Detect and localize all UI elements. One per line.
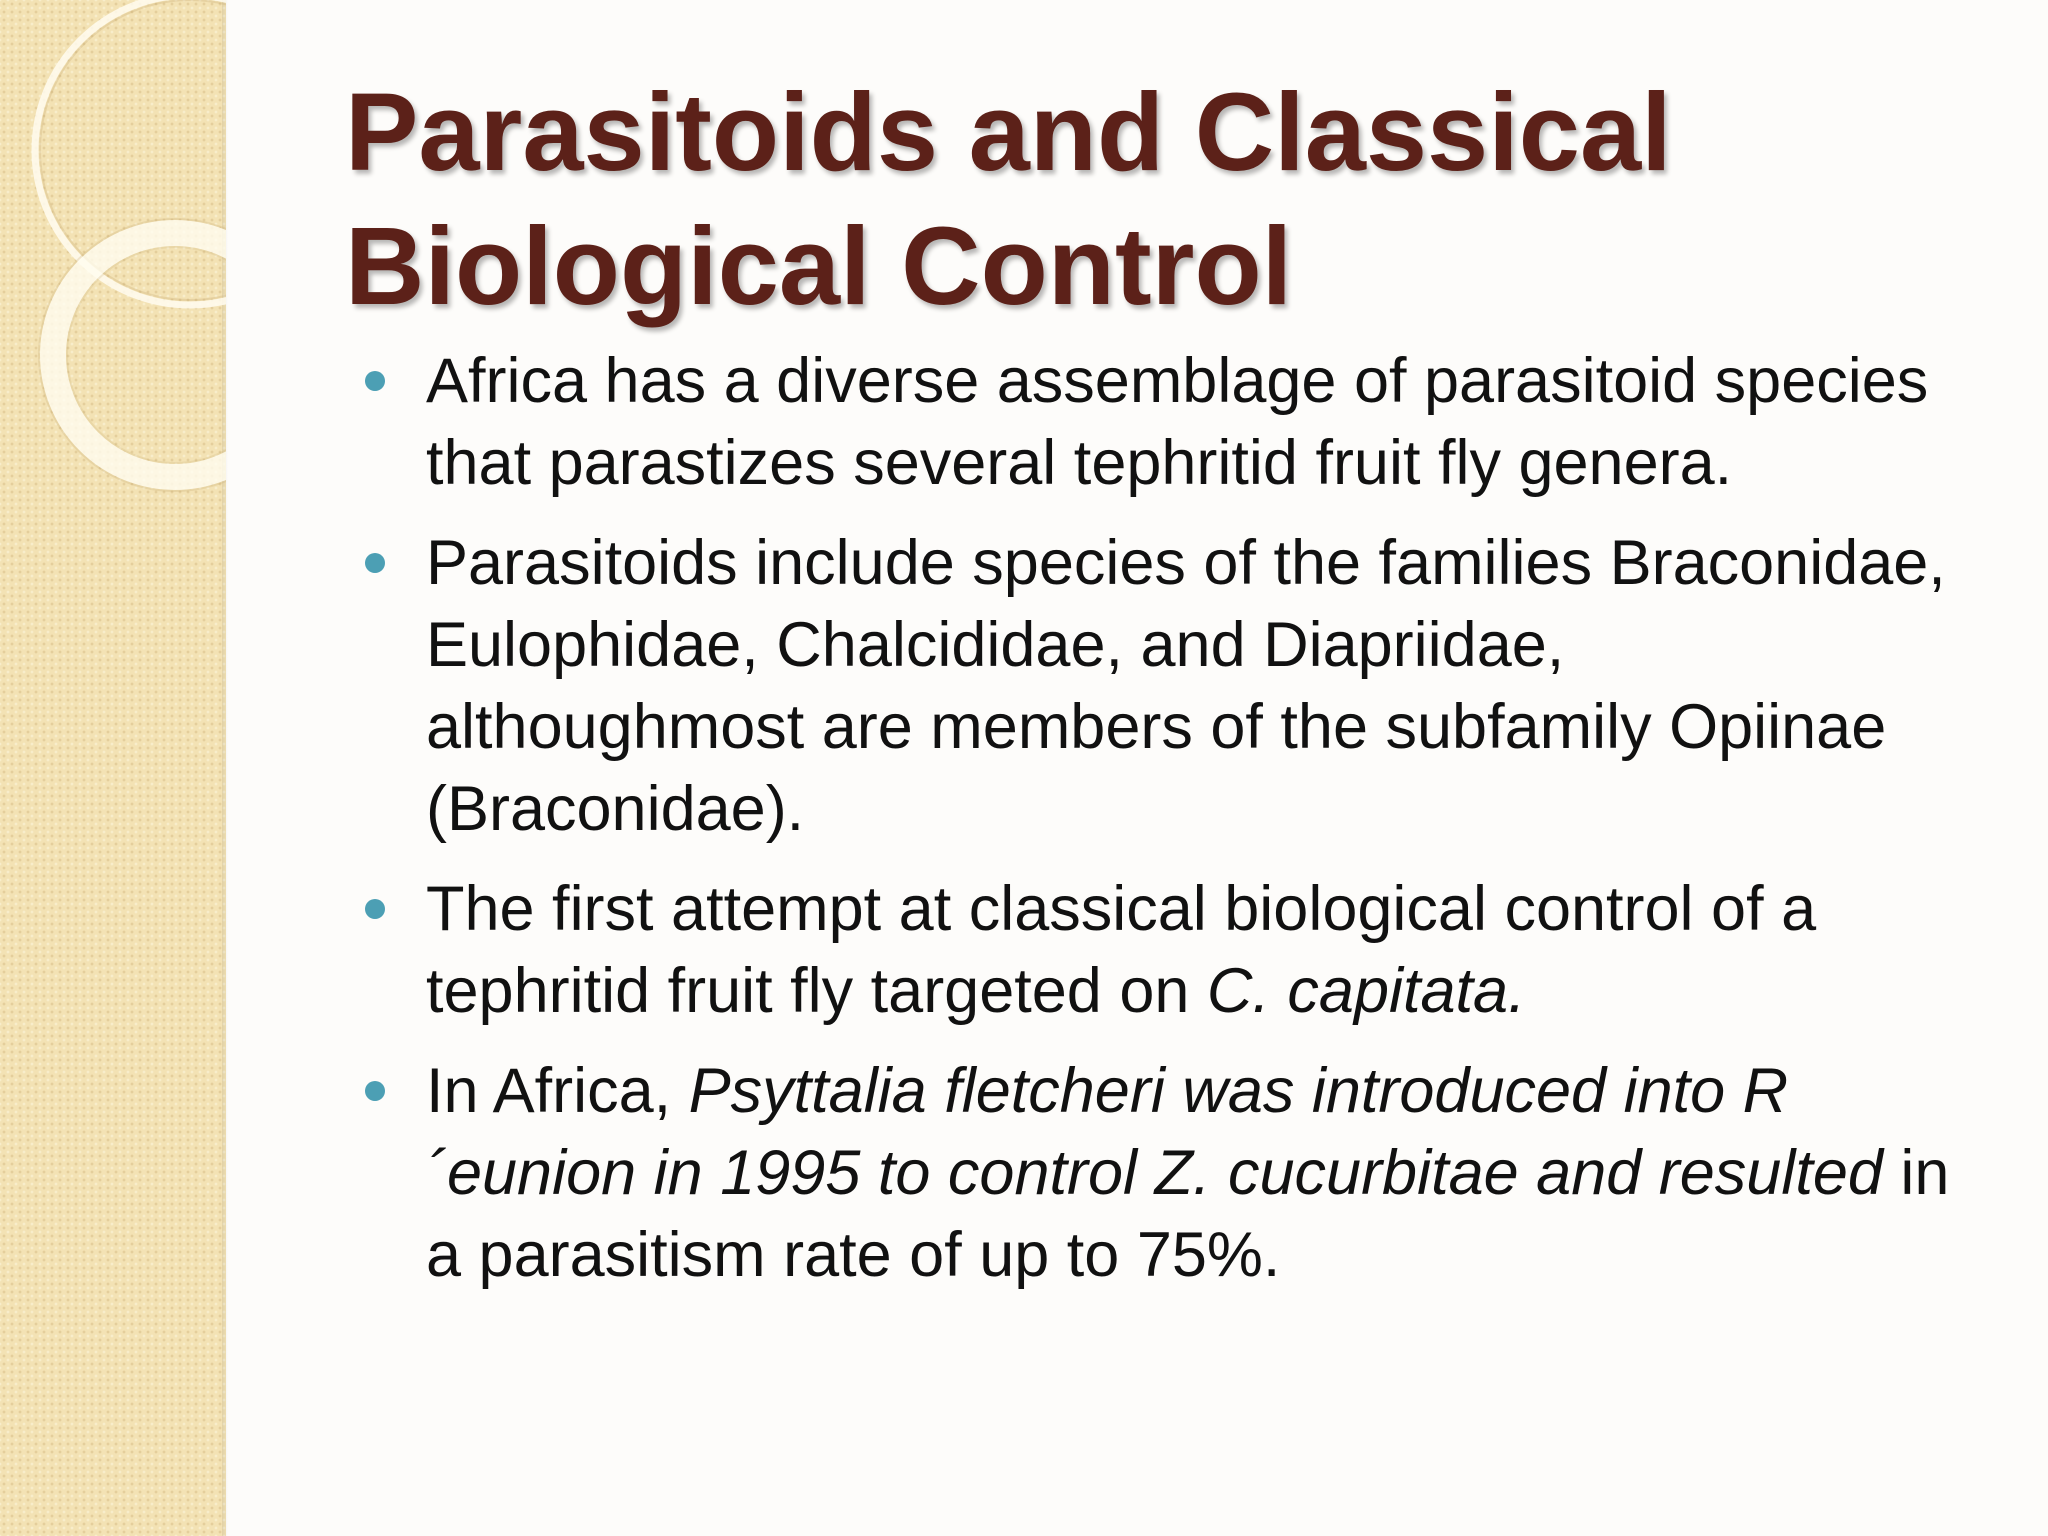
slide-title: Parasitoids and Classical Biological Control	[345, 71, 1672, 328]
bullet-item	[360, 340, 1960, 504]
decorative-rings-icon	[0, 0, 226, 520]
bullet-item	[360, 1050, 1960, 1296]
bullet-marker-icon	[365, 1081, 385, 1101]
bullet-item	[360, 522, 1960, 850]
bullet-marker-icon	[365, 553, 385, 573]
bullet-marker-icon	[365, 899, 385, 919]
bullet-text-regular: In Africa,	[426, 1056, 689, 1126]
bullet-text	[426, 868, 1960, 1032]
bullet-text: Parasitoids include species of the families Braconidae, Eulophidae, Chalcididae, and Diapriidae, althoughmost are members of the subfamily Opiinae (Braconidae).	[426, 528, 1946, 844]
bullet-text-regular: The first attempt at classical biological control of a tephritid fruit fly targeted on	[426, 874, 1817, 1026]
bullet-item	[360, 868, 1960, 1032]
bullet-text: Africa has a diverse assemblage of parasitoid species that parastizes several tephritid fruit fly genera.	[426, 346, 1929, 498]
species-name-italic: C. capitata.	[1206, 956, 1526, 1026]
bullet-text-italic: Psyttalia fletcheri was introduced into R´eunion in 1995 to control Z. cucurbitae and resulted	[426, 1056, 1883, 1208]
bullet-marker-icon	[365, 371, 385, 391]
bullet-list	[360, 340, 1960, 1314]
bullet-text-regular: in a parasitism rate of up to 75%.	[426, 1138, 1950, 1290]
bullet-text	[426, 1050, 1960, 1296]
